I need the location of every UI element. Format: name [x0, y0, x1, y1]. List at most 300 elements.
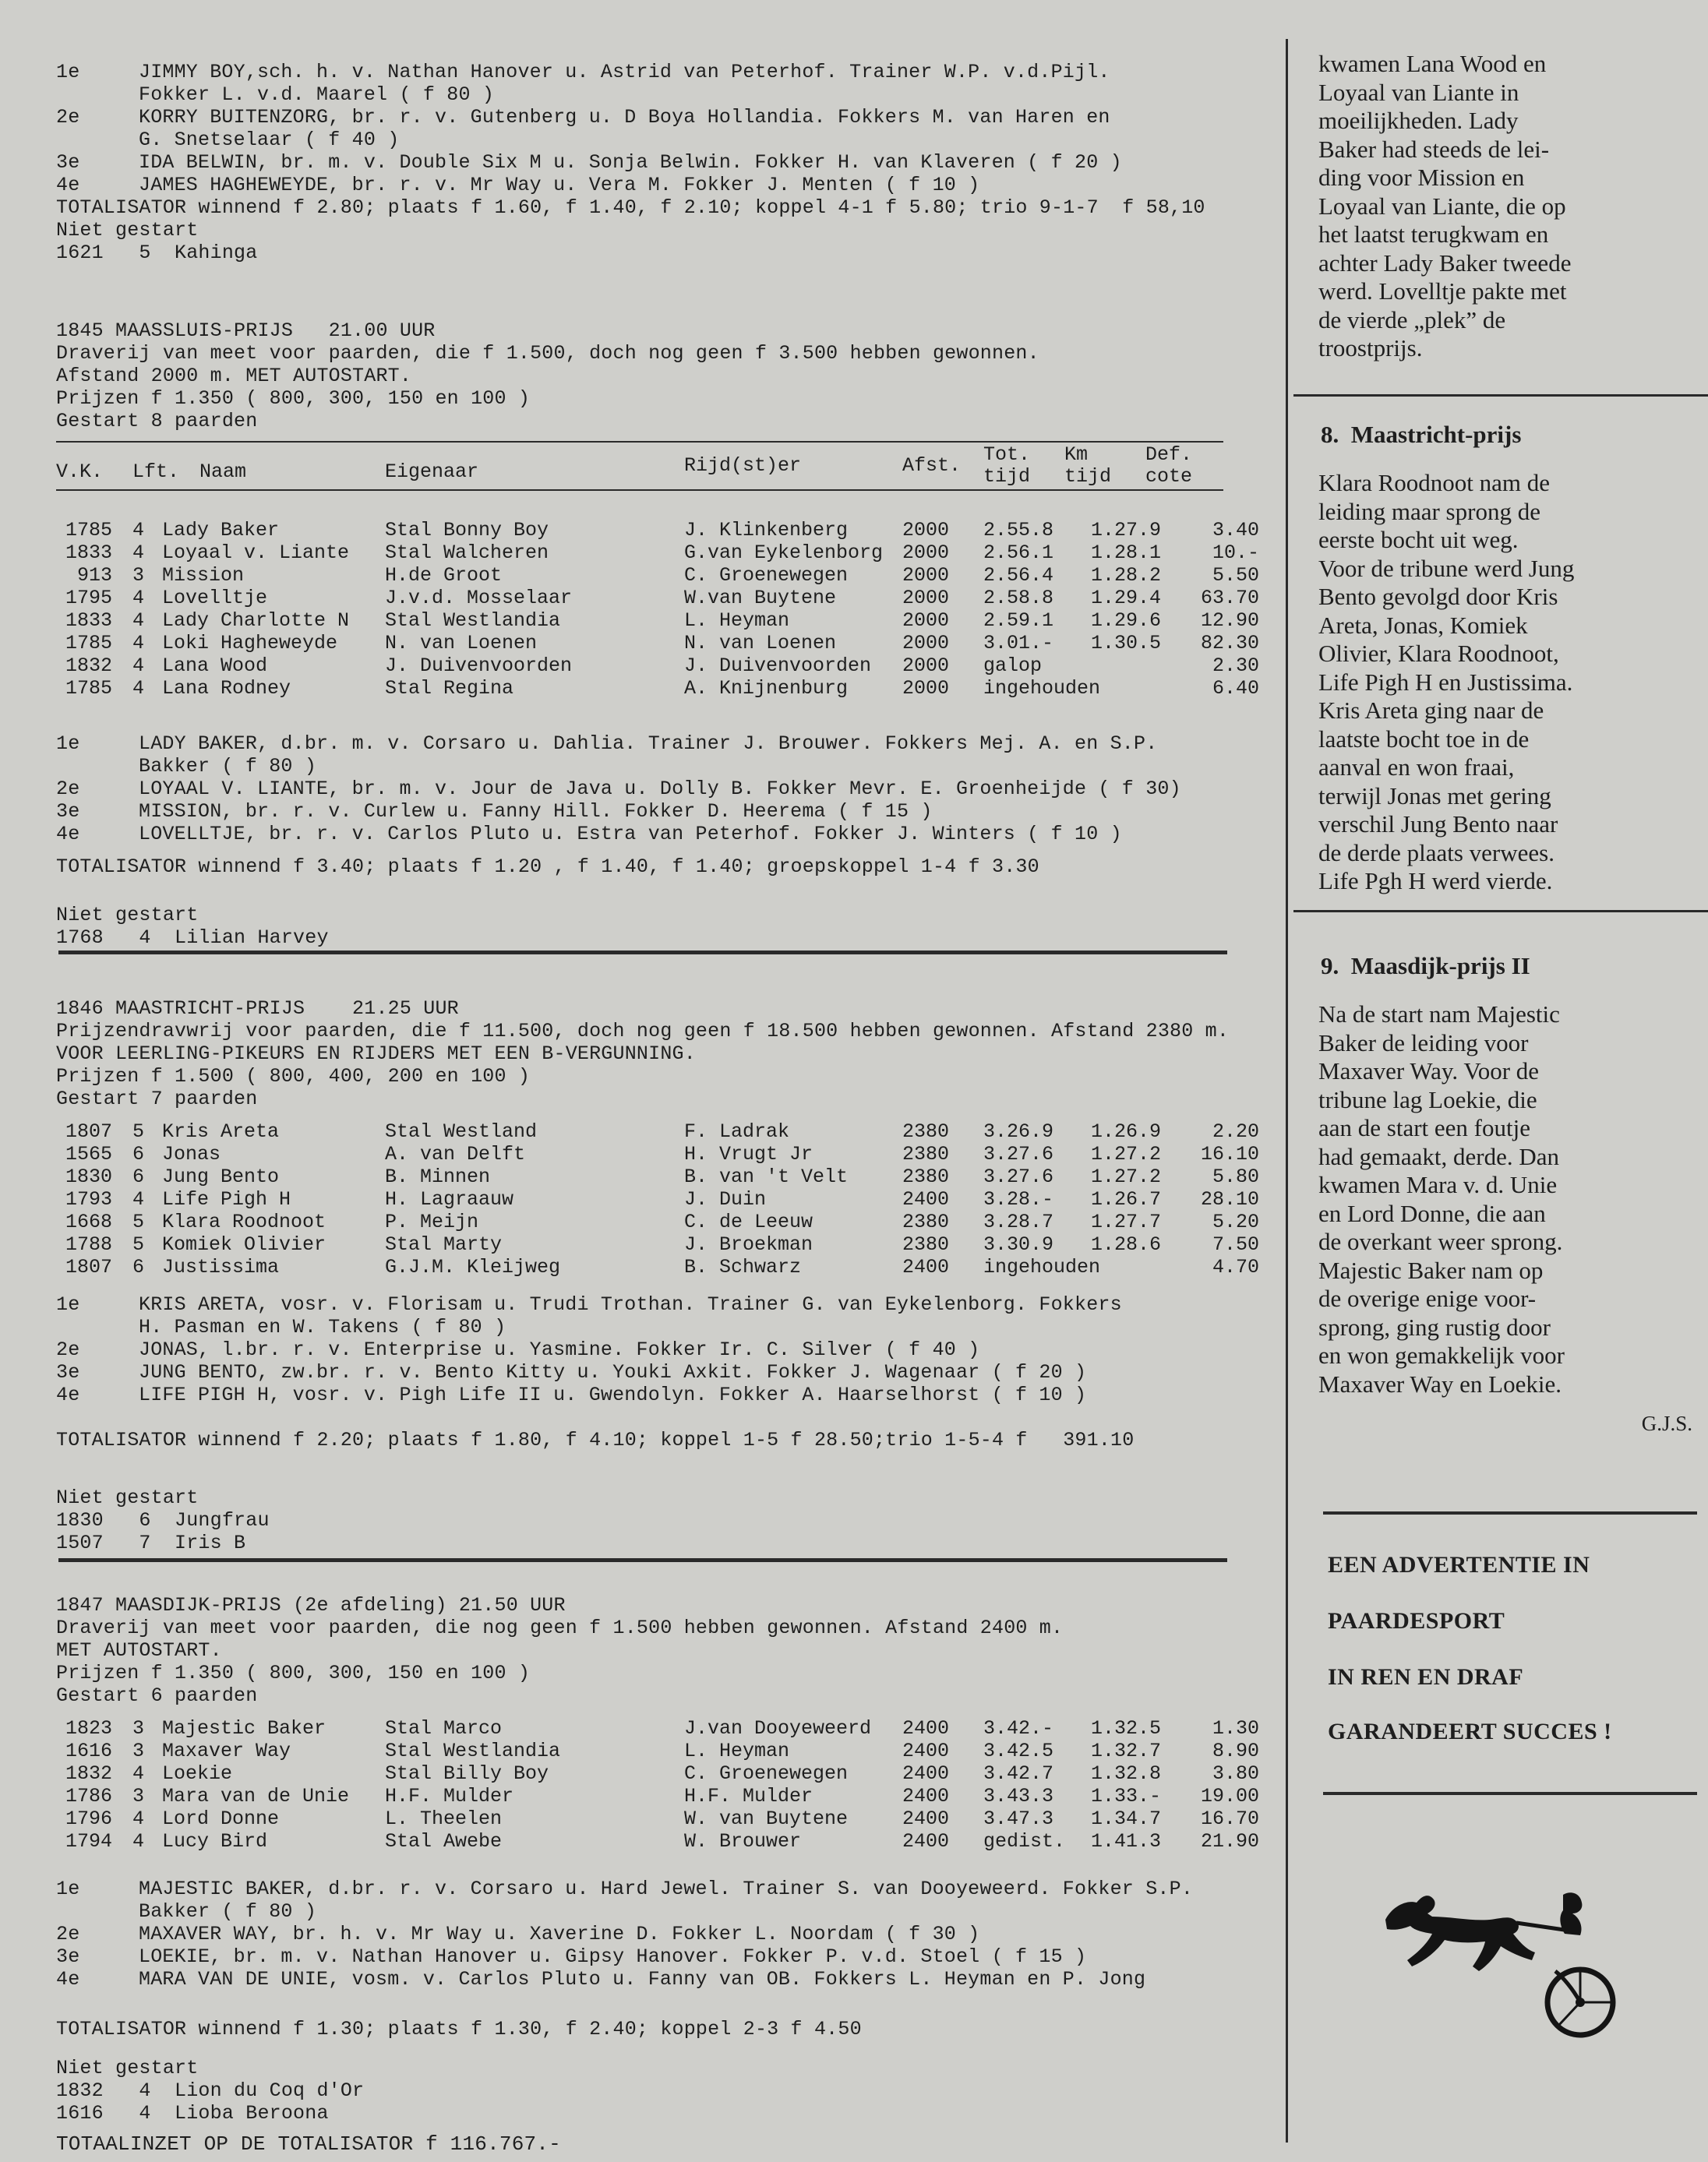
cell-cote: 1.30: [1212, 1717, 1259, 1740]
cell-naam: Majestic Baker: [162, 1717, 326, 1740]
cell-afst: 2000: [902, 564, 950, 587]
cell-naam: Kris Areta: [162, 1120, 280, 1143]
cell-km-tijd: 1.33.-: [1091, 1785, 1162, 1808]
cell-tot-tijd: 2.56.1: [983, 541, 1054, 564]
section-separator: [58, 951, 1227, 954]
cell-naam: Komiek Olivier: [162, 1233, 326, 1256]
cell-km-tijd: 1.41.3: [1091, 1830, 1162, 1853]
cell-km-tijd: 1.28.1: [1091, 541, 1162, 564]
table-row: [0, 1808, 1278, 1830]
cell-km-tijd: 1.27.9: [1091, 519, 1162, 541]
ad-rule-top: [1323, 1511, 1697, 1515]
cell-afst: 2380: [902, 1233, 950, 1256]
table-row: [0, 1785, 1278, 1808]
cell-lft: 3: [132, 1785, 145, 1808]
table-row: [0, 1256, 1278, 1279]
finish-text-4: LOVELLTJE, br. r. v. Carlos Pluto u. Estra van Peterhof. Fokker J. Winters ( f 10 ): [139, 823, 1122, 845]
cell-rijder: J.van Dooyeweerd: [684, 1717, 872, 1740]
cell-naam: Lovelltje: [162, 587, 268, 609]
column-divider: [1286, 39, 1288, 2143]
cell-lft: 4: [132, 519, 145, 541]
cell-cote: 63.70: [1200, 587, 1259, 609]
cell-lft: 3: [132, 1740, 145, 1762]
cell-vk: 1785: [65, 632, 112, 654]
cell-eigenaar: Stal Regina: [385, 677, 514, 700]
race-desc: Afstand 2000 m. MET AUTOSTART.: [56, 365, 412, 387]
cell-rijder: C. Groenewegen: [684, 564, 849, 587]
cell-lft: 4: [132, 1762, 145, 1785]
cell-naam: Loyaal v. Liante: [162, 541, 350, 564]
cell-cote: 16.10: [1200, 1143, 1259, 1166]
not-started-label: Niet gestart: [56, 1487, 199, 1509]
cell-lft: 4: [132, 609, 145, 632]
cell-km-tijd: 1.29.6: [1091, 609, 1162, 632]
finish-place-4: 4e: [56, 1968, 80, 1991]
col-header-afst: Afst.: [902, 454, 962, 477]
finish-place-3: 3e: [56, 1945, 80, 1968]
not-started-item: 1616 4 Lioba Beroona: [56, 2102, 329, 2125]
cell-tot-tijd: 2.56.4: [983, 564, 1054, 587]
race-desc: Draverij van meet voor paarden, die nog geen f 1.500 hebben gewonnen. Afstand 2400 m.: [56, 1617, 1064, 1639]
race-desc: Prijzen f 1.350 ( 800, 300, 150 en 100 ): [56, 387, 531, 410]
cell-lft: 4: [132, 587, 145, 609]
finish-text-1: LADY BAKER, d.br. m. v. Corsaro u. Dahlia. Trainer J. Brouwer. Fokkers Mej. A. en S.P.: [139, 732, 1158, 755]
finish-place-4: 4e: [56, 174, 80, 196]
ad-line-3: IN REN EN DRAF: [1328, 1664, 1524, 1690]
cell-vk: 1786: [65, 1785, 112, 1808]
cell-cote: 5.80: [1212, 1166, 1259, 1188]
not-started-item: 1621 5 Kahinga: [56, 242, 258, 264]
commentary-column: [1293, 0, 1708, 2162]
table-row: [0, 564, 1278, 587]
cell-afst: 2000: [902, 587, 950, 609]
cell-lft: 4: [132, 541, 145, 564]
author-signature: G.J.S.: [1641, 1412, 1692, 1435]
col-header-eigenaar: Eigenaar: [385, 460, 479, 483]
cell-tot-tijd: gedist.: [983, 1830, 1066, 1853]
cell-lft: 3: [132, 1717, 145, 1740]
cell-tot-tijd: 3.28.7: [983, 1211, 1054, 1233]
cell-rijder: J. Duivenvoorden: [684, 654, 872, 677]
cell-naam: Lady Baker: [162, 519, 280, 541]
cell-cote: 6.40: [1212, 677, 1259, 700]
cell-cote: 16.70: [1200, 1808, 1259, 1830]
cell-km-tijd: 1.27.2: [1091, 1166, 1162, 1188]
cell-naam: Lana Rodney: [162, 677, 291, 700]
table-row: [0, 1143, 1278, 1166]
cell-km-tijd: 1.26.7: [1091, 1188, 1162, 1211]
commentary-rule: [1293, 910, 1708, 912]
cell-lft: 6: [132, 1256, 145, 1279]
cell-afst: 2000: [902, 609, 950, 632]
finish-place-1: 1e: [56, 1878, 80, 1900]
race-desc: Prijzen f 1.500 ( 800, 400, 200 en 100 ): [56, 1065, 531, 1088]
cell-cote: 2.30: [1212, 654, 1259, 677]
trotter-sulky-icon: [1379, 1885, 1629, 2041]
cell-eigenaar: Stal Billy Boy: [385, 1762, 549, 1785]
cell-tot-tijd: 2.58.8: [983, 587, 1054, 609]
cell-vk: 1793: [65, 1188, 112, 1211]
cell-eigenaar: P. Meijn: [385, 1211, 479, 1233]
cell-lft: 4: [132, 677, 145, 700]
commentary-maastricht: Klara Roodnoot nam de leiding maar sprong de eerste bocht uit weg. Voor de tribune werd Jung Bento gevolgd door Kris Areta, Jonas, Komiek Olivier, Klara Roodnoot, Life Pigh H en Justissima. Kris Areta ging naar de laatste bocht toe in de aanval en won fraai, terwijl Jonas met gering verschil Jung Bento naar de derde plaats verwees. Life Pgh H werd vierde.: [1318, 469, 1575, 894]
cell-eigenaar: J. Duivenvoorden: [385, 654, 573, 677]
cell-afst: 2400: [902, 1830, 950, 1853]
cell-naam: Lord Donne: [162, 1808, 280, 1830]
cell-eigenaar: G.J.M. Kleijweg: [385, 1256, 561, 1279]
cell-vk: 1830: [65, 1166, 112, 1188]
cell-km-tijd: 1.30.5: [1091, 632, 1162, 654]
cell-naam: Lana Wood: [162, 654, 268, 677]
finish-place-3: 3e: [56, 1361, 80, 1384]
cell-rijder: B. Schwarz: [684, 1256, 802, 1279]
cell-eigenaar: Stal Awebe: [385, 1830, 503, 1853]
race-desc: Draverij van meet voor paarden, die f 1.500, doch nog geen f 3.500 hebben gewonnen.: [56, 342, 1039, 365]
finish-text-1: JIMMY BOY,sch. h. v. Nathan Hanover u. Astrid van Peterhof. Trainer W.P. v.d.Pijl.: [139, 61, 1110, 83]
col-header-vk: V.K.: [56, 460, 104, 483]
cell-vk: 1832: [65, 654, 112, 677]
commentary-rule: [1293, 394, 1708, 397]
cell-tot-tijd: 3.01.-: [983, 632, 1054, 654]
finish-text-4: LIFE PIGH H, vosr. v. Pigh Life II u. Gwendolyn. Fokker A. Haarselhorst ( f 10 ): [139, 1384, 1087, 1406]
finish-text-2: MAXAVER WAY, br. h. v. Mr Way u. Xaverine D. Fokker L. Noordam ( f 30 ): [139, 1923, 980, 1945]
col-header-def-cote: cote: [1145, 465, 1193, 488]
table-rule: [56, 441, 1223, 443]
cell-lft: 5: [132, 1233, 145, 1256]
cell-eigenaar: Stal Westlandia: [385, 1740, 561, 1762]
cell-naam: Justissima: [162, 1256, 280, 1279]
cell-km-tijd: 1.27.7: [1091, 1211, 1162, 1233]
cell-vk: 1788: [65, 1233, 112, 1256]
cell-vk: 1807: [65, 1256, 112, 1279]
col-header-def: Def.: [1145, 443, 1193, 466]
commentary-intro: kwamen Lana Wood en Loyaal van Liante in moeilijkheden. Lady Baker had steeds de lei- ding voor Mission en Loyaal van Liante, die op het laatst terugkwam en achter Lady Baker tweede werd. Lovelltje pakte met de vierde „plek” de troostprijs.: [1318, 50, 1572, 362]
cell-tot-tijd: 3.47.3: [983, 1808, 1054, 1830]
not-started-item: 1507 7 Iris B: [56, 1532, 246, 1554]
cell-lft: 5: [132, 1120, 145, 1143]
table-row: [0, 1233, 1278, 1256]
section-heading-8: 8. Maastricht-prijs: [1321, 421, 1522, 448]
race-desc: Prijzen f 1.350 ( 800, 300, 150 en 100 ): [56, 1662, 531, 1684]
finish-text-1b: Bakker ( f 80 ): [139, 755, 317, 778]
cell-naam: Lucy Bird: [162, 1830, 268, 1853]
table-row: [0, 541, 1278, 564]
cell-km-tijd: 1.32.7: [1091, 1740, 1162, 1762]
ad-line-1: EEN ADVERTENTIE IN: [1328, 1552, 1590, 1578]
totalisator: TOTALISATOR winnend f 1.30; plaats f 1.30, f 2.40; koppel 2-3 f 4.50: [56, 2018, 862, 2040]
table-row: [0, 1762, 1278, 1785]
finish-text-3: JUNG BENTO, zw.br. r. v. Bento Kitty u. Youki Axkit. Fokker J. Wagenaar ( f 20 ): [139, 1361, 1087, 1384]
cell-naam: Mission: [162, 564, 245, 587]
ad-line-4: GARANDEERT SUCCES !: [1328, 1719, 1612, 1744]
cell-tot-tijd: 3.42.-: [983, 1717, 1054, 1740]
cell-vk: 1833: [65, 609, 112, 632]
finish-place-2: 2e: [56, 1338, 80, 1361]
cell-eigenaar: N. van Loenen: [385, 632, 538, 654]
finish-place-2: 2e: [56, 1923, 80, 1945]
race-desc: MET AUTOSTART.: [56, 1639, 222, 1662]
cell-naam: Mara van de Unie: [162, 1785, 350, 1808]
cell-lft: 6: [132, 1143, 145, 1166]
cell-eigenaar: H.F. Mulder: [385, 1785, 514, 1808]
cell-tot-tijd: ingehouden: [983, 677, 1101, 700]
cell-tot-tijd: 3.42.5: [983, 1740, 1054, 1762]
cell-km-tijd: 1.32.8: [1091, 1762, 1162, 1785]
cell-afst: 2380: [902, 1166, 950, 1188]
cell-cote: 10.-: [1212, 541, 1259, 564]
cell-eigenaar: Stal Marty: [385, 1233, 503, 1256]
ad-line-2: PAARDESPORT: [1328, 1608, 1505, 1634]
cell-vk: 1785: [65, 677, 112, 700]
not-started-label: Niet gestart: [56, 2057, 199, 2079]
cell-afst: 2000: [902, 519, 950, 541]
cell-eigenaar: Stal Walcheren: [385, 541, 549, 564]
cell-afst: 2380: [902, 1211, 950, 1233]
finish-place-4: 4e: [56, 1384, 80, 1406]
totalisator: TOTALISATOR winnend f 2.20; plaats f 1.80, f 4.10; koppel 1-5 f 28.50;trio 1-5-4 f 391.10: [56, 1429, 1135, 1451]
cell-lft: 6: [132, 1166, 145, 1188]
cell-naam: Maxaver Way: [162, 1740, 291, 1762]
cell-km-tijd: 1.34.7: [1091, 1808, 1162, 1830]
section-separator: [58, 1558, 1227, 1562]
cell-eigenaar: A. van Delft: [385, 1143, 526, 1166]
cell-vk: 1795: [65, 587, 112, 609]
cell-lft: 4: [132, 632, 145, 654]
cell-tot-tijd: ingehouden: [983, 1256, 1101, 1279]
cell-eigenaar: Stal Bonny Boy: [385, 519, 549, 541]
table-rule: [56, 489, 1223, 491]
race-title: 1846 MAASTRICHT-PRIJS 21.25 UUR: [56, 997, 459, 1020]
cell-cote: 21.90: [1200, 1830, 1259, 1853]
cell-km-tijd: 1.26.9: [1091, 1120, 1162, 1143]
cell-vk: 1616: [65, 1740, 112, 1762]
cell-vk: 1823: [65, 1717, 112, 1740]
cell-rijder: F. Ladrak: [684, 1120, 790, 1143]
cell-vk: 1794: [65, 1830, 112, 1853]
finish-text-1b: H. Pasman en W. Takens ( f 80 ): [139, 1316, 506, 1338]
cell-naam: Jonas: [162, 1143, 221, 1166]
cell-eigenaar: L. Theelen: [385, 1808, 503, 1830]
finish-text-1: KRIS ARETA, vosr. v. Florisam u. Trudi Trothan. Trainer G. van Eykelenborg. Fokkers: [139, 1293, 1122, 1316]
cell-km-tijd: 1.28.2: [1091, 564, 1162, 587]
col-header-lft: Lft.: [132, 460, 180, 483]
finish-text-3: MISSION, br. r. v. Curlew u. Fanny Hill. Fokker D. Heerema ( f 15 ): [139, 800, 933, 823]
cell-tot-tijd: 3.27.6: [983, 1166, 1054, 1188]
col-header-km-tijd: tijd: [1064, 465, 1112, 488]
cell-cote: 12.90: [1200, 609, 1259, 632]
cell-lft: 4: [132, 1830, 145, 1853]
cell-vk: 1832: [65, 1762, 112, 1785]
not-started-label: Niet gestart: [56, 219, 199, 242]
finish-text-2: KORRY BUITENZORG, br. r. v. Gutenberg u. D Boya Hollandia. Fokkers M. van Haren en: [139, 106, 1110, 129]
table-row: [0, 587, 1278, 609]
col-header-tot: Tot.: [983, 443, 1031, 466]
table-row: [0, 1120, 1278, 1143]
cell-cote: 3.80: [1212, 1762, 1259, 1785]
finish-text-2: JONAS, l.br. r. v. Enterprise u. Yasmine. Fokker Ir. C. Silver ( f 40 ): [139, 1338, 980, 1361]
race-desc: Gestart 8 paarden: [56, 410, 258, 432]
cell-rijder: G.van Eykelenborg: [684, 541, 884, 564]
cell-rijder: W. van Buytene: [684, 1808, 849, 1830]
cell-rijder: C. Groenewegen: [684, 1762, 849, 1785]
finish-text-4: JAMES HAGHEWEYDE, br. r. v. Mr Way u. Vera M. Fokker J. Menten ( f 10 ): [139, 174, 980, 196]
not-started-item: 1768 4 Lilian Harvey: [56, 926, 329, 949]
cell-rijder: A. Knijnenburg: [684, 677, 849, 700]
cell-tot-tijd: galop: [983, 654, 1043, 677]
cell-afst: 2400: [902, 1717, 950, 1740]
cell-cote: 8.90: [1212, 1740, 1259, 1762]
cell-eigenaar: J.v.d. Mosselaar: [385, 587, 573, 609]
totalisator: TOTALISATOR winnend f 2.80; plaats f 1.60, f 1.40, f 2.10; koppel 4-1 f 5.80; trio 9-1-7 f 58,10: [56, 196, 1205, 219]
finish-place-2: 2e: [56, 106, 80, 129]
cell-rijder: B. van 't Velt: [684, 1166, 849, 1188]
cell-cote: 5.20: [1212, 1211, 1259, 1233]
cell-km-tijd: 1.27.2: [1091, 1143, 1162, 1166]
table-row: [0, 519, 1278, 541]
cell-eigenaar: B. Minnen: [385, 1166, 491, 1188]
cell-rijder: J. Duin: [684, 1188, 767, 1211]
finish-text-2: LOYAAL V. LIANTE, br. m. v. Jour de Java u. Dolly B. Fokker Mevr. E. Groenheijde ( f 30): [139, 778, 1181, 800]
table-row: [0, 654, 1278, 677]
cell-naam: Klara Roodnoot: [162, 1211, 326, 1233]
not-started-label: Niet gestart: [56, 904, 199, 926]
total-stake: TOTAALINZET OP DE TOTALISATOR f 116.767.-: [56, 2132, 561, 2156]
cell-vk: 1668: [65, 1211, 112, 1233]
race-title: 1847 MAASDIJK-PRIJS (2e afdeling) 21.50 UUR: [56, 1594, 566, 1617]
table-row: [0, 1740, 1278, 1762]
cell-km-tijd: 1.28.6: [1091, 1233, 1162, 1256]
finish-place-1: 1e: [56, 1293, 80, 1316]
cell-lft: 3: [132, 564, 145, 587]
cell-afst: 2400: [902, 1188, 950, 1211]
cell-rijder: L. Heyman: [684, 609, 790, 632]
table-row: [0, 1717, 1278, 1740]
cell-afst: 2000: [902, 541, 950, 564]
finish-text-4: MARA VAN DE UNIE, vosm. v. Carlos Pluto u. Fanny van OB. Fokkers L. Heyman en P. Jong: [139, 1968, 1146, 1991]
finish-place-1: 1e: [56, 61, 80, 83]
cell-afst: 2400: [902, 1785, 950, 1808]
totalisator: TOTALISATOR winnend f 3.40; plaats f 1.20 , f 1.40, f 1.40; groepskoppel 1-4 f 3.30: [56, 855, 1039, 878]
cell-vk: 1565: [65, 1143, 112, 1166]
cell-eigenaar: H. Lagraauw: [385, 1188, 514, 1211]
cell-naam: Jung Bento: [162, 1166, 280, 1188]
cell-tot-tijd: 3.43.3: [983, 1785, 1054, 1808]
finish-place-4: 4e: [56, 823, 80, 845]
cell-km-tijd: 1.29.4: [1091, 587, 1162, 609]
cell-cote: 28.10: [1200, 1188, 1259, 1211]
cell-cote: 7.50: [1212, 1233, 1259, 1256]
race-desc: Prijzendravwrij voor paarden, die f 11.500, doch nog geen f 18.500 hebben gewonnen. Afstand 2380 m.: [56, 1020, 1230, 1042]
ad-rule-bottom: [1323, 1792, 1697, 1795]
col-header-naam: Naam: [199, 460, 247, 483]
cell-tot-tijd: 2.55.8: [983, 519, 1054, 541]
cell-rijder: J. Broekman: [684, 1233, 813, 1256]
finish-place-3: 3e: [56, 151, 80, 174]
cell-eigenaar: H.de Groot: [385, 564, 503, 587]
cell-afst: 2400: [902, 1256, 950, 1279]
cell-cote: 4.70: [1212, 1256, 1259, 1279]
finish-place-2: 2e: [56, 778, 80, 800]
cell-tot-tijd: 3.26.9: [983, 1120, 1054, 1143]
cell-afst: 2000: [902, 677, 950, 700]
table-row: [0, 1211, 1278, 1233]
cell-lft: 5: [132, 1211, 145, 1233]
table-row: [0, 1830, 1278, 1853]
cell-naam: Loki Hagheweyde: [162, 632, 338, 654]
cell-vk: 1833: [65, 541, 112, 564]
section-heading-9: 9. Maasdijk-prijs II: [1321, 952, 1530, 979]
cell-rijder: L. Heyman: [684, 1740, 790, 1762]
cell-cote: 3.40: [1212, 519, 1259, 541]
cell-naam: Loekie: [162, 1762, 233, 1785]
cell-rijder: W. Brouwer: [684, 1830, 802, 1853]
cell-rijder: J. Klinkenberg: [684, 519, 849, 541]
cell-afst: 2400: [902, 1762, 950, 1785]
table-row: [0, 1188, 1278, 1211]
not-started-item: 1832 4 Lion du Coq d'Or: [56, 2079, 365, 2102]
cell-afst: 2000: [902, 632, 950, 654]
finish-place-3: 3e: [56, 800, 80, 823]
cell-eigenaar: Stal Westland: [385, 1120, 538, 1143]
finish-text-3: LOEKIE, br. m. v. Nathan Hanover u. Gipsy Hanover. Fokker P. v.d. Stoel ( f 15 ): [139, 1945, 1087, 1968]
table-row: [0, 677, 1278, 700]
col-header-rijder: Rijd(st)er: [684, 454, 802, 477]
race-desc: Gestart 6 paarden: [56, 1684, 258, 1707]
table-row: [0, 609, 1278, 632]
cell-rijder: N. van Loenen: [684, 632, 837, 654]
cell-vk: 1796: [65, 1808, 112, 1830]
cell-tot-tijd: 3.42.7: [983, 1762, 1054, 1785]
cell-afst: 2400: [902, 1740, 950, 1762]
cell-eigenaar: Stal Marco: [385, 1717, 503, 1740]
cell-rijder: C. de Leeuw: [684, 1211, 813, 1233]
cell-tot-tijd: 3.30.9: [983, 1233, 1054, 1256]
commentary-maasdijk: Na de start nam Majestic Baker de leiding voor Maxaver Way. Voor de tribune lag Loekie, die aan de start een foutje had gemaakt, derde. Dan kwamen Mara v. d. Unie en Lord Donne, die aan de overkant weer sprong. Majestic Baker nam op de overige enige voor- sprong, ging rustig door en won gemakkelijk voor Maxaver Way en Loekie.: [1318, 1000, 1565, 1398]
cell-km-tijd: 1.32.5: [1091, 1717, 1162, 1740]
cell-vk: 913: [76, 564, 112, 587]
cell-tot-tijd: 3.28.-: [983, 1188, 1054, 1211]
cell-rijder: H.F. Mulder: [684, 1785, 813, 1808]
race-title: 1845 MAASSLUIS-PRIJS 21.00 UUR: [56, 319, 436, 342]
col-header-km: Km: [1064, 443, 1089, 466]
cell-naam: Life Pigh H: [162, 1188, 291, 1211]
cell-tot-tijd: 2.59.1: [983, 609, 1054, 632]
cell-cote: 19.00: [1200, 1785, 1259, 1808]
cell-eigenaar: Stal Westlandia: [385, 609, 561, 632]
cell-vk: 1807: [65, 1120, 112, 1143]
cell-cote: 2.20: [1212, 1120, 1259, 1143]
table-row: [0, 1166, 1278, 1188]
cell-cote: 82.30: [1200, 632, 1259, 654]
finish-text-1b: Bakker ( f 80 ): [139, 1900, 317, 1923]
cell-afst: 2400: [902, 1808, 950, 1830]
cell-lft: 4: [132, 1808, 145, 1830]
cell-naam: Lady Charlotte N: [162, 609, 350, 632]
cell-rijder: W.van Buytene: [684, 587, 837, 609]
cell-vk: 1785: [65, 519, 112, 541]
finish-text-2b: G. Snetselaar ( f 40 ): [139, 129, 400, 151]
race-desc: VOOR LEERLING-PIKEURS EN RIJDERS MET EEN B-VERGUNNING.: [56, 1042, 696, 1065]
finish-text-3: IDA BELWIN, br. m. v. Double Six M u. Sonja Belwin. Fokker H. van Klaveren ( f 20 ): [139, 151, 1122, 174]
not-started-item: 1830 6 Jungfrau: [56, 1509, 270, 1532]
cell-afst: 2380: [902, 1120, 950, 1143]
finish-text-1b: Fokker L. v.d. Maarel ( f 80 ): [139, 83, 495, 106]
cell-lft: 4: [132, 1188, 145, 1211]
cell-afst: 2380: [902, 1143, 950, 1166]
table-row: [0, 632, 1278, 654]
cell-afst: 2000: [902, 654, 950, 677]
cell-lft: 4: [132, 654, 145, 677]
